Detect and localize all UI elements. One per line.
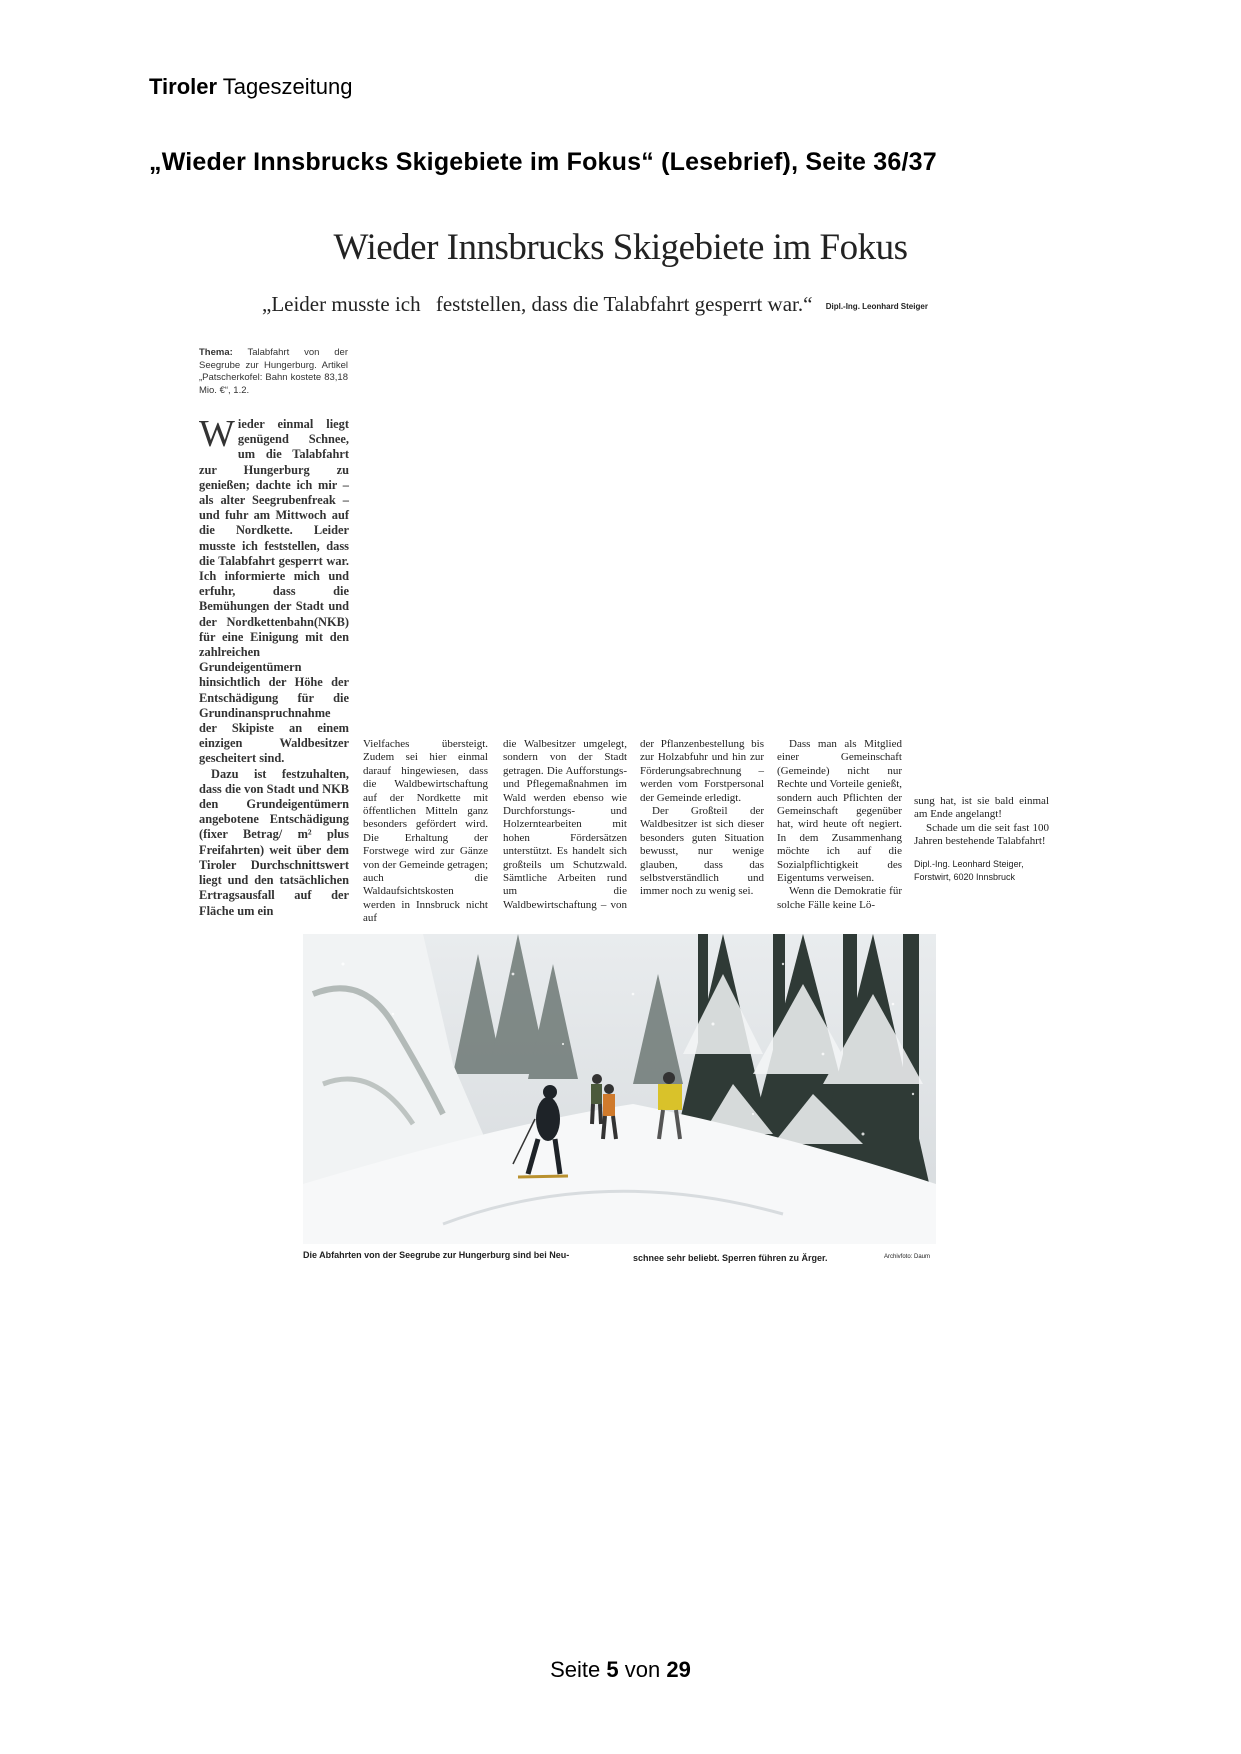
current-page: 5 xyxy=(606,1657,619,1682)
newspaper-name-bold: Tiroler xyxy=(149,74,218,99)
clipping-headline xyxy=(0,226,1241,269)
column-3-paragraph-1: die Walbesitzer umgelegt, sondern von der Stadt getragen. Die Aufforstungs- und Pflegemaßnahmen im Wald werden ebenso wie Durchforstungs- und Holzerntearbeiten mit hohen Fördersätzen unterstützt. Es handelt sich großteils um Schutzwald. Sämtliche Arbeiten rund um die Waldbewirtschaftung – von der Pflanzenbestellung bis zur Holzabfuhr und hin zur Förderungsabrechnung – werden vom Forstpersonal der Gemeinde erledigt. xyxy=(503,738,764,911)
drop-cap: W xyxy=(199,413,235,455)
signature-line-1: Dipl.-Ing. Leonhard Steiger, xyxy=(914,858,1024,869)
clipping-subtitle xyxy=(262,292,928,317)
column-2-text: Vielfaches übersteigt. Zudem sei hier einmal darauf hingewiesen, dass die Waldbewirtschaftung auf der Nordkette mit öffentlichen Mitteln ganz besonders gefördert wird. Die Erhaltung der Forstwege wird zur Gänze von der Gemeinde getragen; auch die Waldaufsichtskosten werden in Innsbruck nicht auf xyxy=(363,738,488,925)
column-4-paragraph-1: Dass man als Mitglied einer Gemeinschaft (Gemeinde) nicht nur Rechte und Vorteile genießt, sondern auch Pflichten der Gemeinschaft gegenüber hat, wird heute oft negiert. In dem Zusammenhang möchte ich auf die Sozialpflichtigkeit des Eigentums verweisen. xyxy=(777,738,902,885)
newspaper-name-rest: Tageszeitung xyxy=(222,74,353,99)
article-column-2 xyxy=(363,738,488,926)
subtitle-part-1: „Leider musste ich xyxy=(262,292,421,316)
signature-line-2: Forstwirt, 6020 Innsbruck xyxy=(914,871,1016,882)
article-column-3 xyxy=(503,738,764,912)
page-prefix: Seite xyxy=(550,1657,601,1682)
column-1-paragraph-1: ieder einmal liegt genügend Schnee, um die Talabfahrt zur Hungerburg zu genießen; dachte ich mir – als alter Seegrubenfreak – und fuhr am Mittwoch auf die Nordkette. Leider musste ich feststellen, dass die Talabfahrt gesperrt war. Ich informierte mich und erfuhr, dass die Bemühungen der Stadt und der Nordkettenbahn(NKB) für eine Einigung mit den zahlreichen Grundeigentümern hinsichtlich der Höhe der Entschädigung für die Grundinanspruchnahme der Skipiste an einem einzigen Waldbesitzer gescheitert sind. xyxy=(199,417,349,766)
letter-signature xyxy=(914,858,1049,884)
page-separator: von xyxy=(624,1657,661,1682)
article-column-1 xyxy=(199,413,349,919)
page-number xyxy=(0,1657,1241,1683)
subtitle-part-2: feststellen, dass die Talabfahrt gesperrt war.“ xyxy=(435,292,813,316)
column-5-paragraph-2: Schade um die seit fast 100 Jahren bestehende Talabfahrt! xyxy=(914,821,1049,848)
column-3-paragraph-2: Der Großteil der Waldbesitzer ist sich dieser besonders guten Situation bewusst, nur wenige glauben, dass das selbstverständlich und immer noch zu wenig sei. xyxy=(640,805,764,898)
column-5-paragraph-1: sung hat, ist sie bald einmal am Ende angelangt! xyxy=(914,795,1049,821)
ski-photo xyxy=(303,934,936,1244)
total-pages: 29 xyxy=(666,1657,691,1682)
column-1-paragraph-2: Dazu ist festzuhalten, dass die von Stadt und NKB den Grundeigentümern angebotene Entschädigung (fixer Betrag/ m² plus Freifahrten) weit über dem Tiroler Durchschnittswert liegt und den tatsächlichen Ertragsausfall auf der Fläche um ein xyxy=(199,766,349,918)
topic-text: Talabfahrt von der Seegrube zur Hungerburg. Artikel „Patscherkofel: Bahn kostete 83,18 Mio. €“, 1.2. xyxy=(199,347,349,396)
article-column-4 xyxy=(777,738,902,912)
subtitle-author: Dipl.-Ing. Leonhard Steiger xyxy=(825,301,928,311)
topic-label: Thema: xyxy=(199,347,233,358)
document-title: „Wieder Innsbrucks Skigebiete im Fokus“ (Lesebrief), Seite 36/37 xyxy=(149,148,937,176)
topic-box xyxy=(199,347,348,397)
column-4-paragraph-2: Wenn die Demokratie für solche Fälle keine Lö- xyxy=(777,885,902,911)
headline-part-2: Skigebiete im Fokus xyxy=(612,227,908,268)
photo-caption-part-2: schnee sehr beliebt. Sperren führen zu Ärger. xyxy=(633,1253,828,1263)
newspaper-name xyxy=(149,74,352,100)
photo-caption-part-1: Die Abfahrten von der Seegrube zur Hungerburg sind bei Neu- xyxy=(303,1250,570,1260)
article-column-5 xyxy=(914,795,1049,884)
headline-part-1: Wieder Innsbrucks xyxy=(333,227,604,268)
photo-credit: Archivfoto: Daum xyxy=(884,1254,931,1260)
